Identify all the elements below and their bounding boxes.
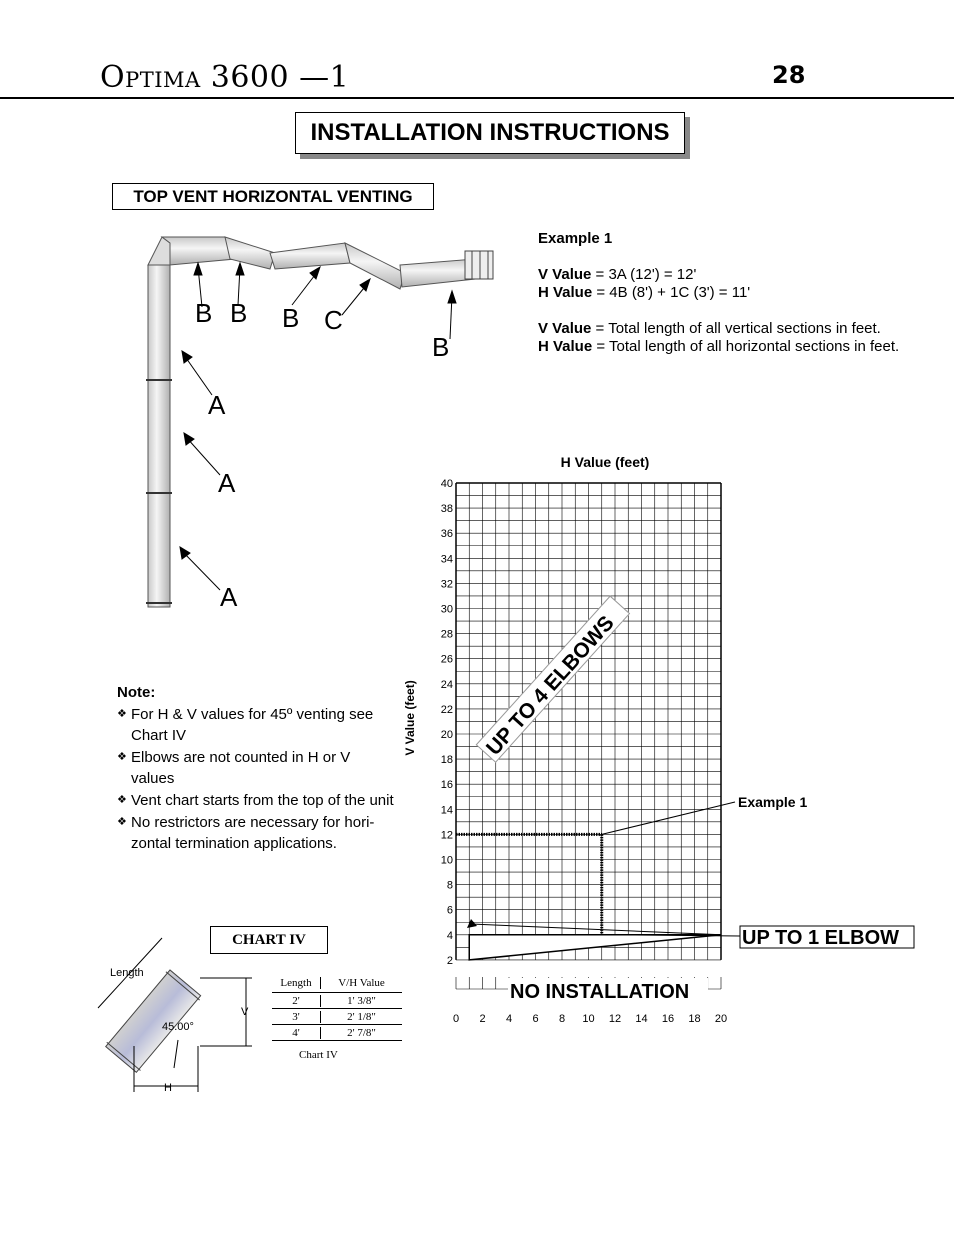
note-block bbox=[117, 682, 397, 855]
document-title: Optima 3600 —1 bbox=[100, 60, 350, 95]
y-tick-label: 38 bbox=[440, 503, 453, 516]
y-tick-label: 34 bbox=[440, 553, 453, 566]
y-tick-label: 10 bbox=[440, 854, 453, 867]
y-tick-label: 2 bbox=[446, 954, 453, 967]
y-tick-label: 8 bbox=[446, 879, 453, 892]
list-item: ❖ For H & V values for 45º venting see Chart IV bbox=[117, 706, 374, 744]
table-row: 4' 2' 7/8" bbox=[272, 1025, 402, 1041]
label-a1: A bbox=[208, 390, 226, 420]
no-installation-arrow-icon bbox=[467, 919, 477, 928]
table-row: 2' 1' 3/8" bbox=[272, 993, 402, 1009]
diamond-bullet-icon: ❖ bbox=[117, 816, 127, 828]
x-tick-label: 12 bbox=[608, 1013, 622, 1025]
x-tick-label: 14 bbox=[635, 1013, 648, 1025]
h-label: H bbox=[164, 1082, 172, 1094]
page-number: 28 bbox=[772, 61, 806, 89]
h-value-label: H Value bbox=[538, 284, 593, 301]
no-installation-leader-line bbox=[471, 924, 721, 935]
h-def-text: = Total length of all horizontal sections in feet. bbox=[592, 338, 900, 355]
y-tick-label: 12 bbox=[440, 829, 453, 842]
y-tick-label: 26 bbox=[440, 653, 453, 666]
chart-title: H Value (feet) bbox=[560, 454, 650, 470]
x-tick-label: 16 bbox=[661, 1013, 675, 1025]
label-b4: B bbox=[432, 332, 450, 362]
y-tick-label: 18 bbox=[440, 754, 453, 767]
y-tick-label: 4 bbox=[446, 929, 453, 942]
chart-iv-table bbox=[272, 974, 402, 1061]
label-b1: B bbox=[195, 298, 213, 328]
y-tick-label: 20 bbox=[440, 729, 453, 741]
x-tick-label: 6 bbox=[532, 1013, 539, 1025]
label-c1: C bbox=[324, 305, 343, 335]
h-def-label: H Value bbox=[538, 338, 593, 355]
x-tick-label: 0 bbox=[452, 1013, 460, 1025]
v-value-label: V Value bbox=[538, 265, 592, 283]
y-tick-label: 36 bbox=[440, 528, 453, 541]
note-list bbox=[117, 704, 397, 854]
v-value-text: = 3A (12') = 12' bbox=[591, 265, 697, 283]
y-tick-label: 6 bbox=[446, 904, 453, 917]
label-a2: A bbox=[218, 468, 236, 498]
x-tick-label: 8 bbox=[558, 1013, 566, 1025]
y-tick-label: 16 bbox=[440, 779, 453, 792]
list-item: ❖ No restrictors are necessary for hori-zontal termination applications. bbox=[117, 814, 375, 852]
angle-label: 45.00° bbox=[162, 1021, 194, 1033]
y-tick-label: 32 bbox=[440, 578, 453, 591]
example-block bbox=[538, 230, 899, 357]
y-tick-label: 28 bbox=[440, 628, 453, 641]
list-item: ❖ Vent chart starts from the top of the unit bbox=[117, 792, 394, 809]
label-a3: A bbox=[220, 582, 238, 612]
note-heading: Note: bbox=[117, 684, 156, 701]
v-def-label: V Value bbox=[538, 319, 592, 337]
section-title: INSTALLATION INSTRUCTIONS bbox=[295, 112, 685, 154]
label-b2: B bbox=[230, 298, 248, 328]
subsection-title: TOP VENT HORIZONTAL VENTING bbox=[112, 183, 434, 210]
example-heading: Example 1 bbox=[538, 230, 613, 247]
x-tick-label: 10 bbox=[582, 1013, 595, 1025]
list-item: ❖ Elbows are not counted in H or V values bbox=[117, 749, 351, 787]
x-tick-label: 20 bbox=[714, 1013, 728, 1025]
chart-iv-caption: Chart IV bbox=[299, 1049, 338, 1061]
y-tick-label: 24 bbox=[440, 678, 453, 691]
example-leader-line bbox=[602, 802, 735, 834]
length-label: Length bbox=[110, 967, 144, 979]
region-no-installation: NO INSTALLATION bbox=[510, 981, 690, 1003]
diamond-bullet-icon: ❖ bbox=[117, 794, 127, 806]
v-label: V bbox=[241, 1006, 249, 1018]
h-value-text: = 4B (8') + 1C (3') = 11' bbox=[592, 284, 751, 301]
vent-chart bbox=[395, 448, 935, 1048]
diamond-bullet-icon: ❖ bbox=[117, 708, 127, 720]
region-up-to-4-elbows: UP TO 4 ELBOWS bbox=[481, 611, 619, 760]
region-up-to-1-elbow: UP TO 1 ELBOW bbox=[742, 927, 900, 949]
chart-iv-box: CHART IV bbox=[210, 926, 328, 954]
example-label: Example 1 bbox=[738, 794, 808, 810]
y-tick-label: 30 bbox=[440, 603, 453, 616]
label-b3: B bbox=[282, 303, 300, 333]
table-row: 3' 2' 1/8" bbox=[272, 1009, 402, 1025]
diamond-bullet-icon: ❖ bbox=[117, 751, 127, 763]
y-tick-label: 14 bbox=[440, 804, 453, 817]
x-tick-label: 18 bbox=[688, 1013, 701, 1025]
y-tick-label: 22 bbox=[440, 703, 453, 716]
table-header-row: Length V/H Value bbox=[272, 974, 402, 993]
y-tick-label: 40 bbox=[440, 478, 453, 490]
x-tick-label: 4 bbox=[505, 1013, 513, 1025]
x-tick-label: 2 bbox=[479, 1013, 486, 1025]
y-axis-label: V Value (feet) bbox=[403, 680, 417, 756]
header-rule bbox=[0, 97, 954, 99]
v-def-text: = Total length of all vertical sections in feet. bbox=[591, 319, 881, 337]
